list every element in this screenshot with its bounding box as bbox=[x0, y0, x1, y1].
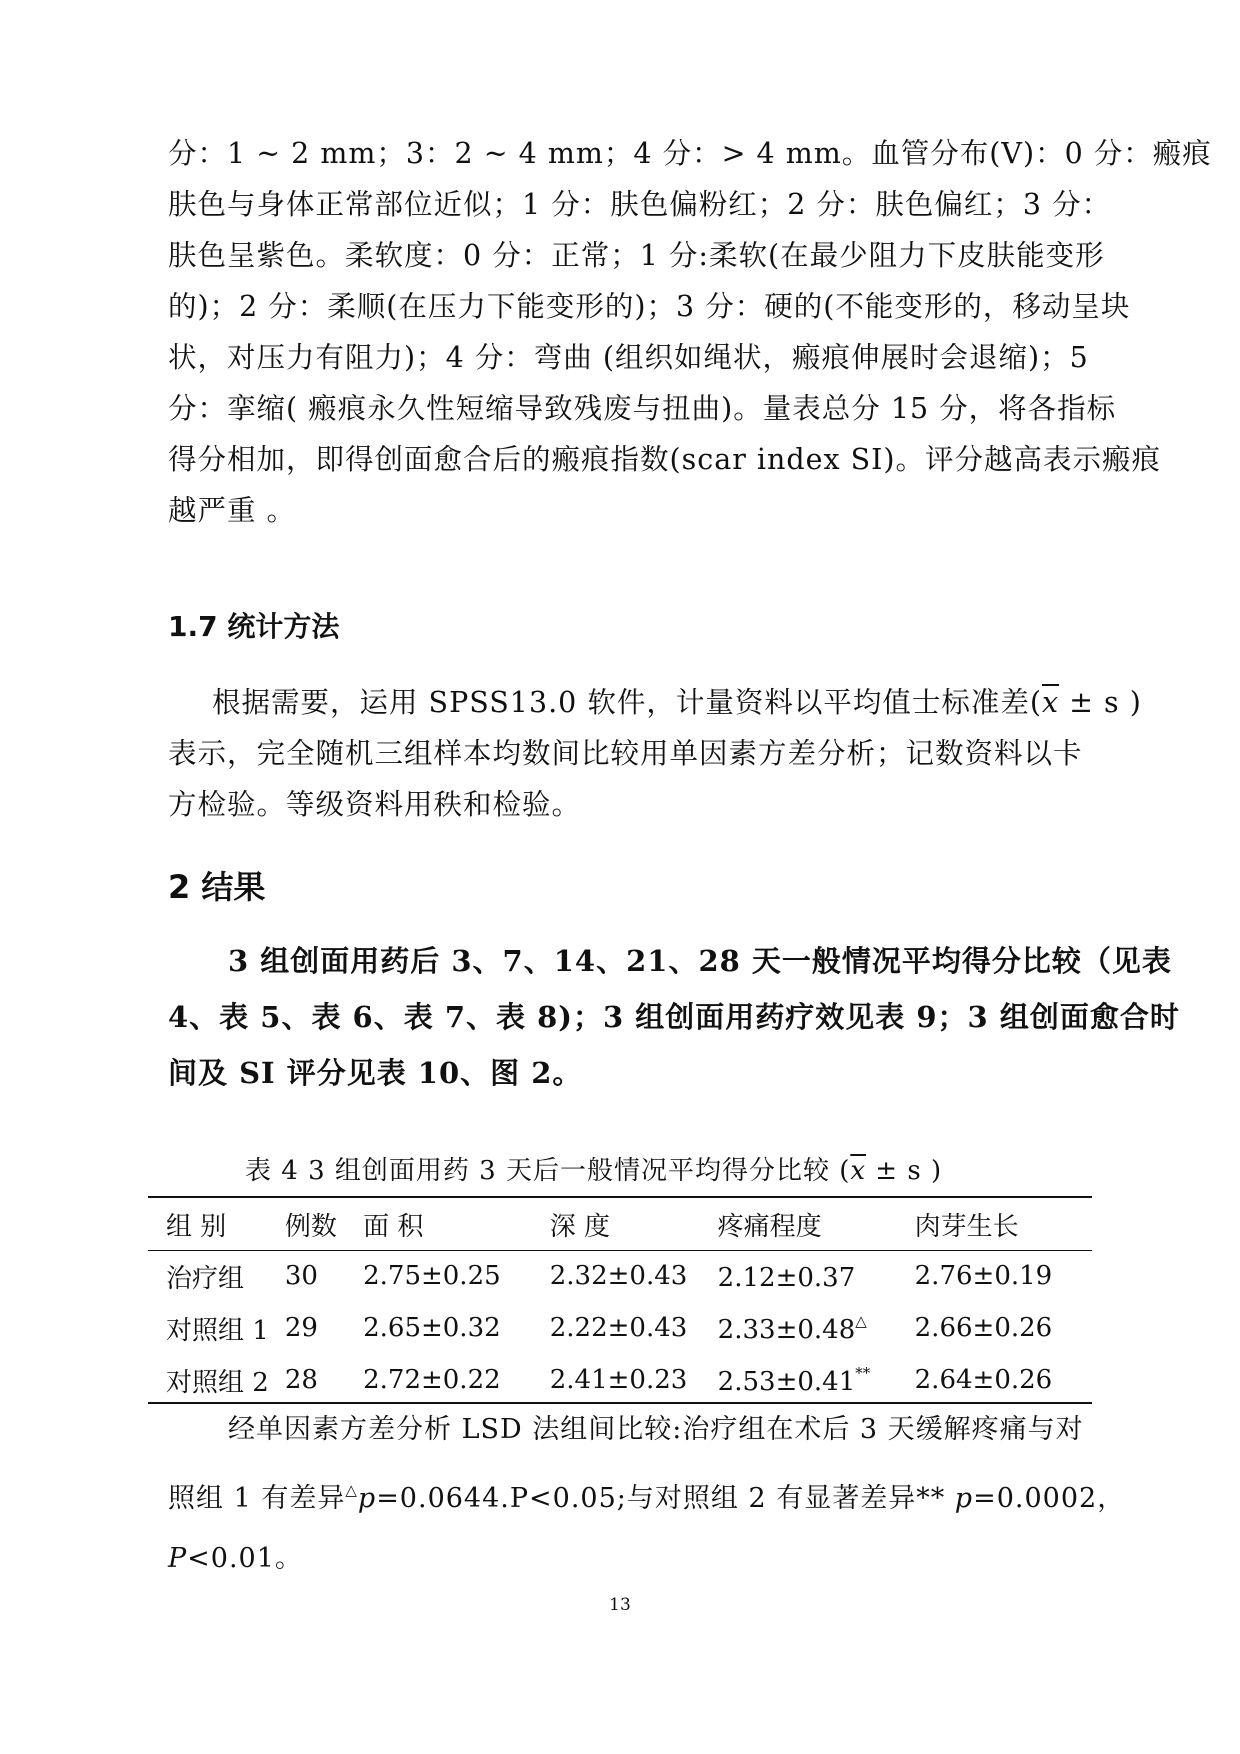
paragraph-line: 得分相加，即得创面愈合后的瘢痕指数(scar index SI)。评分越高表示瘢痕 bbox=[168, 443, 1161, 476]
paragraph-line: 肤色呈紫色。柔软度：0 分：正常；1 分:柔软(在最少阻力下皮肤能变形 bbox=[168, 239, 1105, 272]
paragraph-line: 分：挛缩( 瘢痕永久性短缩导致残废与扭曲)。量表总分 15 分，将各指标 bbox=[168, 392, 1117, 425]
page-number: 13 bbox=[609, 1595, 631, 1615]
paragraph-line: 表示，完全随机三组样本均数间比较用单因素方差分析；记数资料以卡 bbox=[168, 737, 1083, 770]
section-heading-1-7: 1.7 统计方法 bbox=[168, 610, 340, 643]
table4-caption: 表 4 3 组创面用药 3 天后一般情况平均得分比较 ($\overline{x} \pm s$ ) bbox=[245, 1156, 943, 1186]
results-paragraph bbox=[168, 933, 1180, 1101]
header-depth: 深 度 bbox=[549, 1211, 611, 1242]
paragraph-line: 越严重 。 bbox=[168, 494, 297, 527]
paragraph-line: 间及 SI 评分见表 10、图 2。 bbox=[168, 1056, 583, 1090]
paragraph-line: 方检验。等级资料用秩和检验。 bbox=[168, 788, 582, 821]
significance-mark: △ bbox=[855, 1311, 867, 1330]
table4 bbox=[152, 1198, 1092, 1406]
paragraph-line: 4、表 5、表 6、表 7、表 8)；3 组创面用药疗效见表 9；3 组创面愈合时 bbox=[168, 1000, 1180, 1034]
stat-line-end: ± s ) bbox=[1059, 686, 1142, 719]
paragraph-line: 肤色与身体正常部位近似；1 分：肤色偏粉红；2 分：肤色偏红；3 分： bbox=[168, 188, 1112, 221]
header-count: 例数 bbox=[284, 1211, 337, 1242]
stat-line-text: 根据需要，运用 SPSS13.0 软件，计量资料以平均值士标准差( bbox=[212, 686, 1042, 719]
paragraph-line: 3 组创面用药后 3、7、14、21、28 天一般情况平均得分比较（见表 bbox=[228, 944, 1172, 978]
significance-mark: ** bbox=[855, 1363, 871, 1382]
header-area: 面 积 bbox=[363, 1211, 424, 1242]
mean-symbol: $\overline{x}$ bbox=[1041, 686, 1060, 719]
section-heading-2: 2 结果 bbox=[168, 868, 266, 906]
paragraph-line: 状，对压力有阻力)；4 分：弯曲 (组织如绳状，瘢痕伸展时会退缩)；5 bbox=[168, 341, 1089, 374]
table-header-row bbox=[152, 1198, 1092, 1250]
table-row: 对照组 2 28 2.72±0.22 2.41±0.23 2.53±0.41** 2.64±0.26 bbox=[166, 1363, 1053, 1398]
table4-note: 经单因素方差分析 LSD 法组间比较:治疗组在术后 3 天缓解疼痛与对 照组 1 有差异△p=0.0644.P<0.05;与对照组 2 有显著差异** p=0.0002， P<0.01。 bbox=[168, 1414, 1126, 1574]
header-group: 组 别 bbox=[166, 1211, 227, 1242]
header-granulation: 肉芽生长 bbox=[914, 1211, 1019, 1242]
scar-scale-paragraph bbox=[168, 128, 1212, 536]
paragraph-line: 分：1 ~ 2 mm；3：2 ~ 4 mm；4 分：> 4 mm。血管分布(V)：0 分：瘢痕 bbox=[168, 137, 1212, 170]
paragraph-line: 的)；2 分：柔顺(在压力下能变形的)；3 分：硬的(不能变形的，移动呈块 bbox=[168, 290, 1131, 323]
table-row: 治疗组 30 2.75±0.25 2.32±0.43 2.12±0.37 2.76±0.19 bbox=[166, 1261, 1053, 1294]
mean-symbol: $\overline{x}$ bbox=[850, 1156, 867, 1186]
statistics-paragraph bbox=[168, 677, 1142, 830]
header-pain: 疼痛程度 bbox=[717, 1211, 822, 1242]
table-row: 对照组 1 29 2.65±0.32 2.22±0.43 2.33±0.48△ 2.66±0.26 bbox=[166, 1311, 1053, 1346]
significance-mark: △ bbox=[345, 1481, 358, 1499]
